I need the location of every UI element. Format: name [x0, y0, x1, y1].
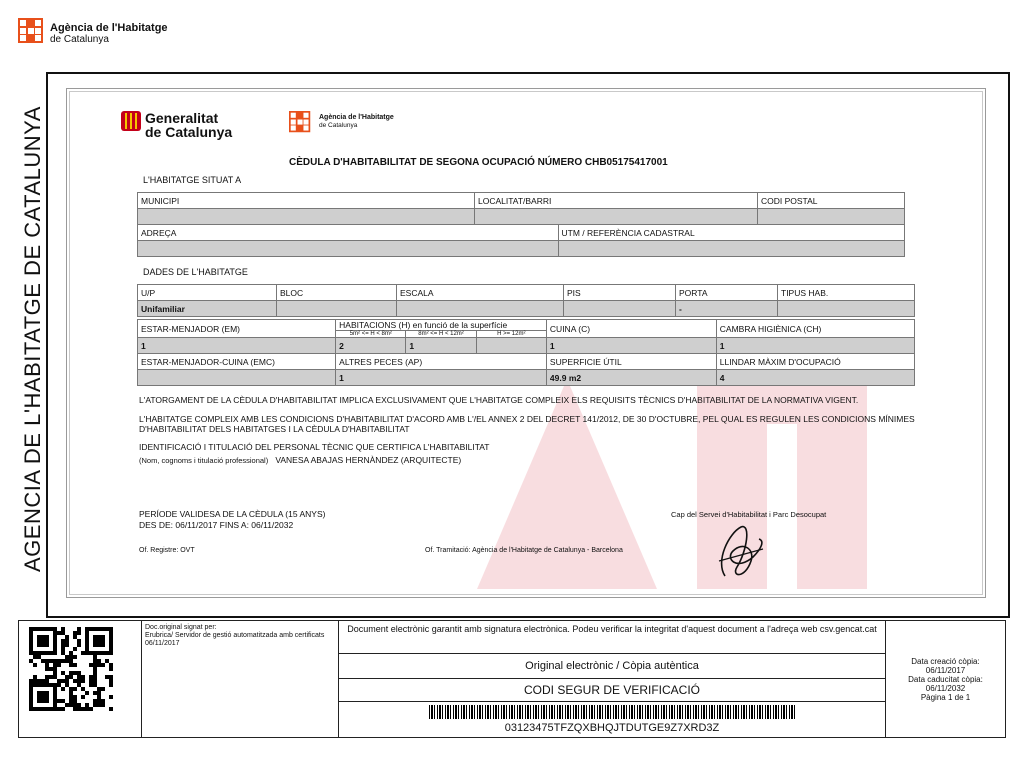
csv-code: 03123475TFZQXBHQJTDUTGE9Z7XRD3Z: [504, 722, 720, 734]
up-value: Unifamiliar: [138, 301, 277, 317]
estar-value: 1: [138, 338, 336, 354]
tech-label: IDENTIFICACIÓ I TITULACIÓ DEL PERSONAL TÈCNIC QUE CERTIFICA L'HABITABILITAT: [139, 442, 490, 452]
up-header: U/P: [138, 285, 277, 301]
location-table: [137, 192, 905, 257]
escala-value: [397, 301, 564, 317]
agency-small-logo-icon: [289, 111, 310, 132]
dwelling-table: [137, 284, 915, 317]
signer-cell: [142, 621, 339, 738]
agency-logo-icon: [18, 18, 43, 43]
tramitacio: Of. Tramitació: Agència de l'Habitatge de Catalunya - Barcelona: [425, 547, 623, 554]
utm-value: [558, 241, 905, 257]
agency-small-sub: de Catalunya: [319, 122, 358, 129]
municipi-value: [138, 209, 475, 225]
legal-paragraph-2: L'HABITATGE COMPLEIX AMB LES CONDICIONS D'HABITABILITAT D'ACORD AMB L'/EL ANNEX 2 DEL DECRET 141/2012, DE 30 D'OCTUBRE, PEL QUAL ES REGULEN LES CONDICIONS MÍNIMES D'HABITABILITAT DELS HABITATGES I LA CÈDULA D'HABITABILITAT: [139, 414, 915, 434]
tipus-value: [778, 301, 915, 317]
hab-sub-3: H >= 12m²: [497, 331, 526, 337]
signature-icon: [707, 521, 777, 583]
csv-title-cell: [339, 679, 886, 702]
signed-by-label: Doc.original signat per:: [145, 624, 217, 631]
section-location-label: L'HABITATGE SITUAT A: [143, 175, 242, 185]
hab-sub-2: 8m² <= H < 12m²: [406, 331, 476, 337]
hab3-value: [476, 338, 546, 354]
emc-header: ESTAR-MENJADOR-CUINA (EMC): [138, 354, 336, 370]
generalitat-logo-icon: [121, 111, 141, 131]
csv-code-cell: [339, 702, 886, 738]
agency-small-name: Agència de l'Habitatge: [319, 114, 394, 121]
registre: Of. Registre: OVT: [139, 547, 195, 554]
qr-cell: [19, 621, 142, 738]
section-dwelling-label: DADES DE L'HABITATGE: [143, 267, 248, 277]
certificate-sheet: [66, 88, 986, 598]
certificate-title: CÈDULA D'HABITABILITAT DE SEGONA OCUPACIÓ NÚMERO CHB05175417001: [289, 157, 668, 168]
altres-value: 1: [336, 370, 547, 386]
agency-logo-text: [50, 22, 168, 45]
rooms-table: [137, 319, 915, 386]
pis-header: PIS: [564, 285, 676, 301]
creation-label: Data creació còpia:: [911, 656, 980, 666]
cuina-header: CUINA (C): [546, 320, 716, 338]
generalitat-name: [145, 111, 232, 139]
tech-line: [139, 455, 461, 466]
tech-sub: (Nom, cognoms i titulació professional): [139, 456, 269, 465]
altres-header: ALTRES PECES (AP): [336, 354, 547, 370]
cambra-header: CAMBRA HIGIÈNICA (CH): [716, 320, 914, 338]
qr-code-icon[interactable]: [29, 627, 131, 711]
llindar-value: 4: [716, 370, 914, 386]
cuina-value: 1: [546, 338, 716, 354]
codi-postal-value: [758, 209, 905, 225]
expiry-label: Data caducitat còpia:: [908, 674, 983, 684]
pis-value: [564, 301, 676, 317]
side-title: AGENCIA DE L'HABITATGE DE CATALUNYA: [20, 106, 45, 572]
escala-header: ESCALA: [397, 285, 564, 301]
estar-header: ESTAR-MENJADOR (EM): [138, 320, 336, 338]
creation-date: 06/11/2017: [925, 665, 966, 675]
dates-cell: [886, 621, 1006, 738]
codi-postal-header: CODI POSTAL: [758, 193, 905, 209]
porta-value: -: [676, 301, 778, 317]
hab2-value: 1: [406, 338, 476, 354]
agency-logo: [18, 18, 43, 43]
gencat-line1: Generalitat: [145, 110, 219, 126]
electronic-note: Document electrònic garantit amb signatura electrònica. Podeu verificar la integritat d'aquest document a l'adreça web csv.gencat.cat: [347, 624, 877, 634]
electronic-note-cell: [339, 621, 886, 654]
emc-value: [138, 370, 336, 386]
verification-footer: [18, 620, 1006, 738]
agency-small-text: [319, 114, 394, 129]
habitacions-title: HABITACIONS (H) en funció de la superfície: [336, 320, 546, 331]
original-label-cell: [339, 654, 886, 679]
validity-dates: DES DE: 06/11/2017 FINS A: 06/11/2032: [139, 520, 294, 530]
adreca-value: [138, 241, 559, 257]
original-label: Original electrònic / Còpia autèntica: [525, 660, 699, 672]
agency-sub: de Catalunya: [50, 34, 109, 45]
csv-title: CODI SEGUR DE VERIFICACIÓ: [523, 683, 701, 697]
localitat-header: LOCALITAT/BARRI: [475, 193, 758, 209]
legal-paragraph-1: L'ATORGAMENT DE LA CÈDULA D'HABITABILITAT IMPLICA EXCLUSIVAMENT QUE L'HABITATGE COMPLEIX ELS REQUISITS TÈCNICS D'HABITABILITAT DE LA NORMATIVA VIGENT.: [139, 395, 859, 405]
tech-name: VANESA ABAJAS HERNÀNDEZ (ARQUITECTE): [275, 455, 462, 465]
hab-sub-1: 5m² <= H < 8m²: [336, 331, 406, 337]
llindar-header: LLINDAR MÀXIM D'OCUPACIÓ: [716, 354, 914, 370]
cambra-value: 1: [716, 338, 914, 354]
adreca-header: ADREÇA: [138, 225, 559, 241]
page-number: Pàgina 1 de 1: [920, 692, 971, 702]
expiry-date: 06/11/2032: [925, 683, 966, 693]
superficie-value: 49.9 m2: [546, 370, 716, 386]
bloc-value: [277, 301, 397, 317]
utm-header: UTM / REFERÈNCIA CADASTRAL: [558, 225, 905, 241]
superficie-header: SUPERFICIE ÚTIL: [546, 354, 716, 370]
municipi-header: MUNICIPI: [138, 193, 475, 209]
signer-title: Cap del Servei d'Habitabilitat i Parc Desocupat: [671, 510, 827, 519]
tipus-header: TIPUS HAB.: [778, 285, 915, 301]
habitacions-header: [336, 320, 547, 338]
signer-text: Erubrica/ Servidor de gestió automatitzada amb certificats 06/11/2017: [145, 632, 325, 647]
habitacions-sub: [336, 331, 546, 337]
barcode-icon: [429, 705, 795, 719]
bloc-header: BLOC: [277, 285, 397, 301]
hab1-value: 2: [336, 338, 406, 354]
porta-header: PORTA: [676, 285, 778, 301]
gencat-line2: de Catalunya: [145, 124, 233, 140]
agency-name: Agència de l'Habitatge: [50, 22, 168, 34]
localitat-value: [475, 209, 758, 225]
validity-label: PERÍODE VALIDESA DE LA CÈDULA (15 ANYS): [139, 509, 326, 519]
